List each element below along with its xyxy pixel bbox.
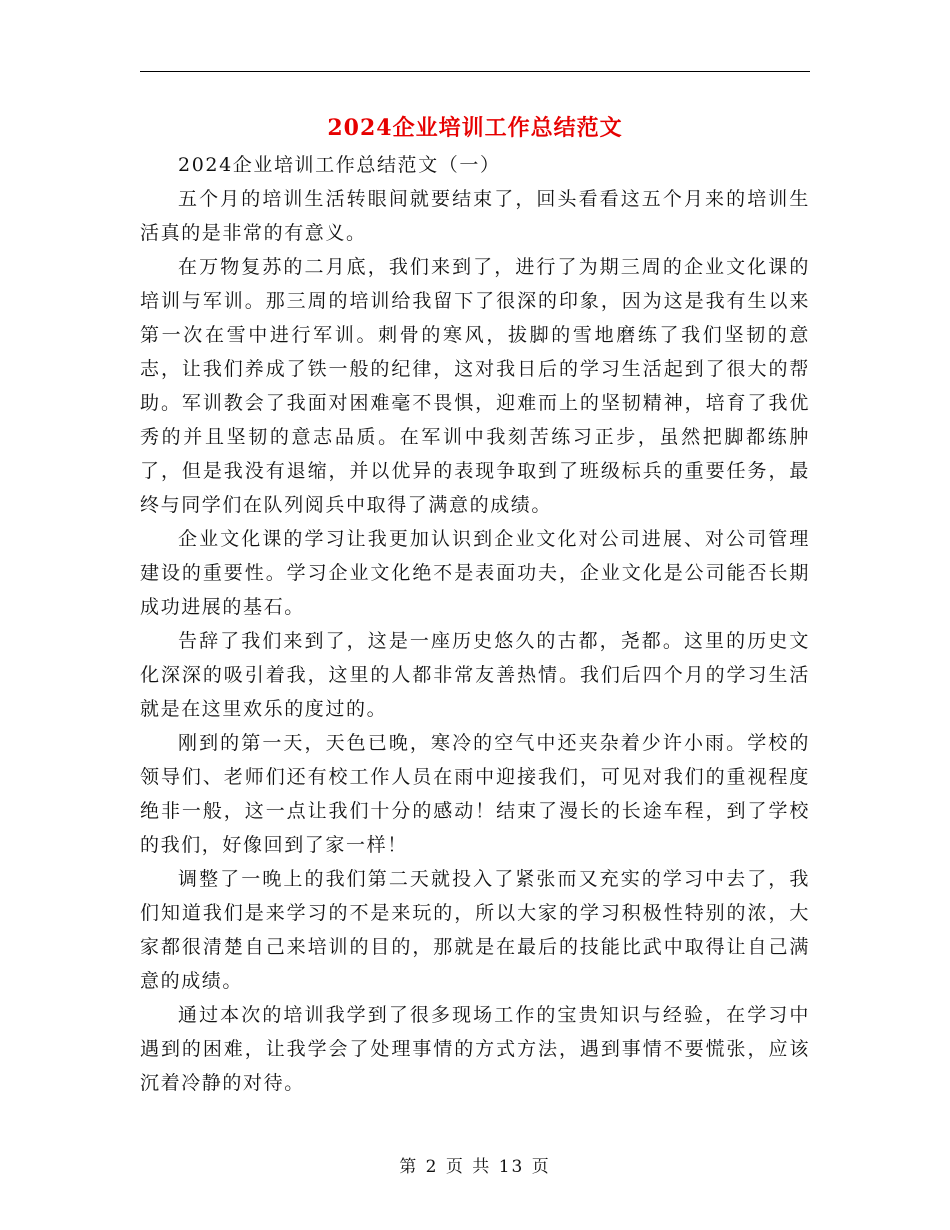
page-number-footer: 第 2 页 共 13 页 <box>399 1157 551 1177</box>
document-title: 2024企业培训工作总结范文 <box>327 115 623 141</box>
paragraph-2: 在万物复苏的二月底，我们来到了，进行了为期三周的企业文化课的培训与军训。那三周的培训给我留下了很深的印象，因为这是我有生以来第一次在雪中进行军训。刺骨的寒风，拔脚的雪地磨练了我们坚韧的意志，让我们养成了铁一般的纪律，这对我日后的学习生活起到了很大的帮助。军训教会了我面对困难毫不畏惧，迎难而上的坚韧精神，培育了我优秀的并且坚韧的意志品质。在军训中我刻苦练习正步，虽然把脚都练肿了，但是我没有退缩，并以优异的表现争取到了班级标兵的重要任务，最终与同学们在队列阅兵中取得了满意的成绩。 <box>140 256 810 516</box>
paragraph-6: 调整了一晚上的我们第二天就投入了紧张而又充实的学习中去了，我们知道我们是来学习的不是来玩的，所以大家的学习积极性特别的浓，大家都很清楚自己来培训的目的，那就是在最后的技能比武中取得让自己满意的成绩。 <box>140 868 810 992</box>
header-rule <box>140 71 810 72</box>
paragraph-4: 告辞了我们来到了，这是一座历史悠久的古都，尧都。这里的历史文化深深的吸引着我，这里的人都非常友善热情。我们后四个月的学习生活就是在这里欢乐的度过的。 <box>140 630 810 720</box>
paragraph-5: 刚到的第一天，天色已晚，寒冷的空气中还夹杂着少许小雨。学校的领导们、老师们还有校工作人员在雨中迎接我们，可见对我们的重视程度绝非一般，这一点让我们十分的感动！结束了漫长的长途车程，到了学校的我们，好像回到了家一样！ <box>140 732 810 856</box>
document-body <box>140 148 810 1100</box>
paragraph-1: 五个月的培训生活转眼间就要结束了，回头看看这五个月来的培训生活真的是非常的有意义。 <box>140 188 810 244</box>
paragraph-3: 企业文化课的学习让我更加认识到企业文化对公司进展、对公司管理建设的重要性。学习企业文化绝不是表面功夫，企业文化是公司能否长期成功进展的基石。 <box>140 528 810 618</box>
paragraph-7: 通过本次的培训我学到了很多现场工作的宝贵知识与经验，在学习中遇到的困难，让我学会了处理事情的方式方法，遇到事情不要慌张，应该沉着冷静的对待。 <box>140 1004 810 1094</box>
section-heading: 2024企业培训工作总结范文（一） <box>178 154 501 176</box>
